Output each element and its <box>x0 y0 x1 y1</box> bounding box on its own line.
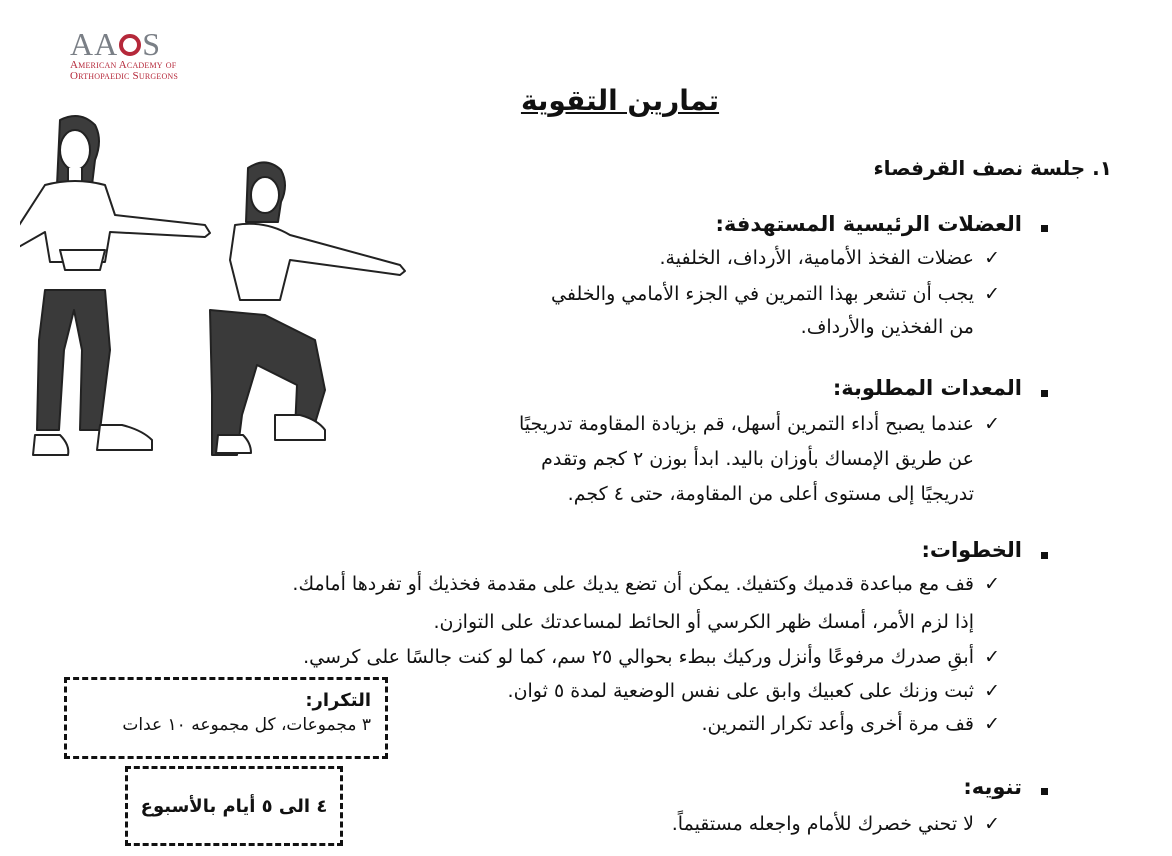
check-icon: ✓ <box>984 573 1000 595</box>
equipment-item-1-cont: تدريجيًا إلى مستوى أعلى من المقاومة، حتى ٤ كجم. <box>567 483 974 505</box>
aaos-logo <box>70 28 210 82</box>
bullet-square-icon <box>1041 552 1048 559</box>
check-icon: ✓ <box>984 646 1000 668</box>
steps-item-1: قف مع مباعدة قدميك وكتفيك. يمكن أن تضع يديك على مقدمة فخذيك أو تفردها أمامك. <box>292 573 974 595</box>
exercise-title: ١. جلسة نصف القرفصاء <box>873 156 1112 180</box>
logo-mark-left: AA <box>70 26 119 62</box>
muscles-item-1: عضلات الفخذ الأمامية، الأرداف، الخلفية. <box>659 247 974 269</box>
squatting-figure-icon <box>210 162 405 455</box>
muscles-item-2: يجب أن تشعر بهذا التمرين في الجزء الأمامي والخلفي <box>551 283 974 305</box>
logo-line-1: American Academy of <box>70 59 177 71</box>
frequency-text: ٤ الى ٥ أيام بالأسبوع <box>140 795 328 817</box>
equipment-heading: المعدات المطلوبة: <box>832 376 1022 400</box>
steps-item-1-cont: إذا لزم الأمر، أمسك ظهر الكرسي أو الحائط لمساعدتك على التوازن. <box>433 611 974 633</box>
muscles-item-2-cont: من الفخذين والأرداف. <box>800 316 974 338</box>
squat-illustration-icon <box>20 110 420 480</box>
check-icon: ✓ <box>984 413 1000 435</box>
steps-item-2: أبقِ صدرك مرفوعًا وأنزل وركيك ببطء بحوالي ٢٥ سم، كما لو كنت جالسًا على كرسي. <box>303 646 974 668</box>
page-title: تمارين التقوية <box>520 84 720 117</box>
check-icon: ✓ <box>984 680 1000 702</box>
check-icon: ✓ <box>984 713 1000 735</box>
logo-mark-right: S <box>142 26 162 62</box>
frequency-box <box>125 766 343 846</box>
steps-item-3: ثبت وزنك على كعبيك وابق على نفس الوضعية لمدة ٥ ثوان. <box>507 680 974 702</box>
muscles-heading: العضلات الرئيسية المستهدفة: <box>715 212 1022 236</box>
equipment-item-1-cont: عن طريق الإمساك بأوزان باليد. ابدأ بوزن ٢ كجم وتقدم <box>541 448 974 470</box>
repetition-heading: التكرار: <box>305 690 371 711</box>
standing-figure-icon <box>20 116 210 455</box>
bullet-square-icon <box>1041 390 1048 397</box>
note-heading: تنويه: <box>963 775 1022 799</box>
bullet-square-icon <box>1041 788 1048 795</box>
check-icon: ✓ <box>984 813 1000 835</box>
logo-mark <box>70 28 210 60</box>
check-icon: ✓ <box>984 283 1000 305</box>
logo-ring-icon <box>119 34 141 56</box>
logo-line-2: Orthopaedic Surgeons <box>70 70 179 82</box>
equipment-item-1: عندما يصبح أداء التمرين أسهل، قم بزيادة المقاومة تدريجيًا <box>518 413 974 435</box>
note-item-1: لا تحني خصرك للأمام واجعله مستقيماً. <box>671 813 974 835</box>
repetition-box <box>64 677 388 759</box>
steps-item-4: قف مرة أخرى وأعد تكرار التمرين. <box>701 713 974 735</box>
repetition-text: ٣ مجموعات، كل مجموعه ١٠ عدات <box>122 715 371 735</box>
steps-heading: الخطوات: <box>921 538 1022 562</box>
check-icon: ✓ <box>984 247 1000 269</box>
bullet-square-icon <box>1041 225 1048 232</box>
